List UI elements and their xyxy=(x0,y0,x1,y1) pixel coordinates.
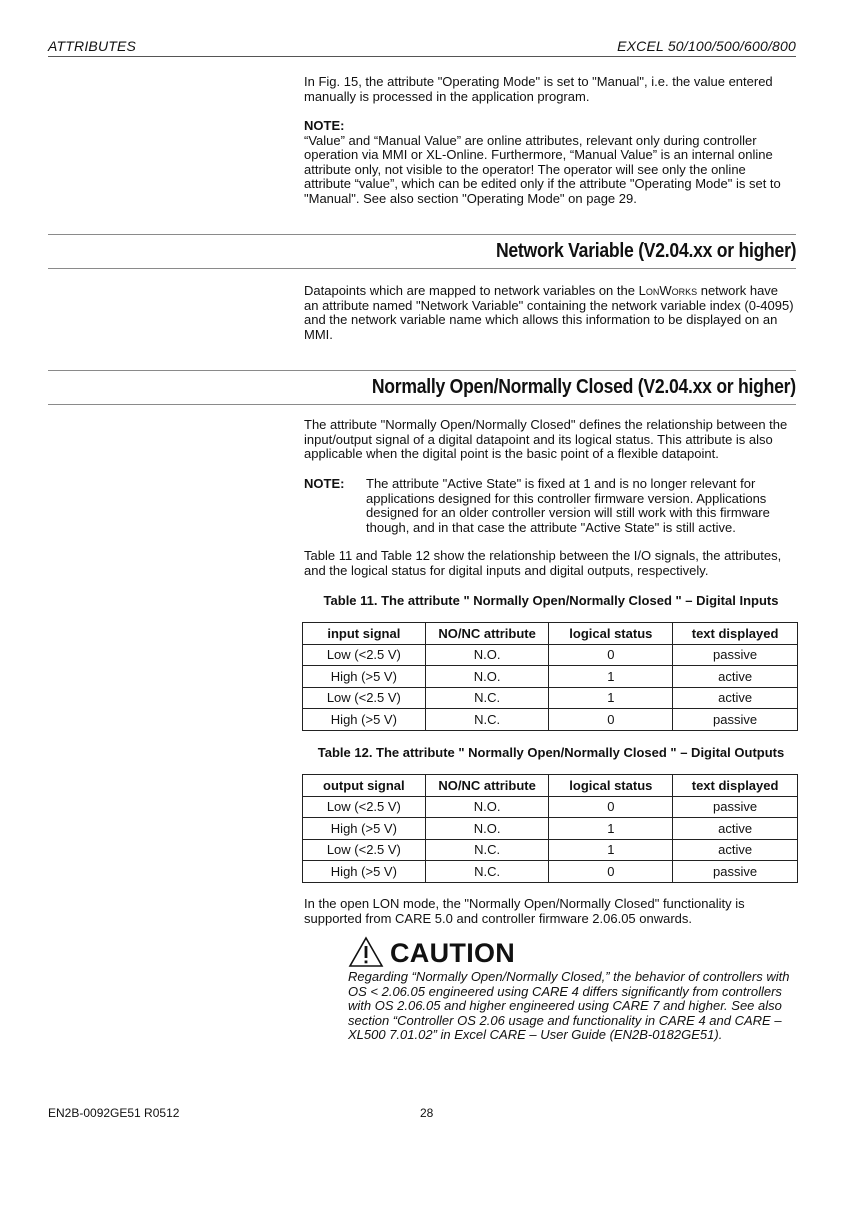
intro-paragraph: In Fig. 15, the attribute "Operating Mode" is set to "Manual", i.e. the value entered manually is processed in the application program. xyxy=(304,74,773,104)
caution-box xyxy=(348,936,794,1043)
warning-triangle-icon xyxy=(348,936,384,968)
note-text: “Value” and “Manual Value” are online attributes, relevant only during controller operation via MMI or XL-Online. Furthermore, “Manual Value” is an internal online attribute only, not visible to the operator! The operator will see only the online attribute “value”, which can be edited only if the attribute "Operating Mode" is set to "Manual". See also section "Operating Mode" on page 29. xyxy=(304,132,781,206)
table-cell: 1 xyxy=(549,666,673,688)
table-header-row xyxy=(303,623,798,645)
table11-digital-inputs xyxy=(302,622,798,731)
note-label: NOTE: xyxy=(304,476,345,491)
table11-caption: Table 11. The attribute " Normally Open/Normally Closed " – Digital Inputs xyxy=(323,593,779,608)
table-row xyxy=(303,687,798,709)
column-header: NO/NC attribute xyxy=(425,775,549,797)
section-title-normally-open-closed: Normally Open/Normally Closed (V2.04.xx or higher) xyxy=(372,376,796,398)
lon-mode-paragraph: In the open LON mode, the "Normally Open/Normally Closed" functionality is supported from CARE 5.0 and controller firmware 2.06.05 onwards. xyxy=(304,896,745,926)
table-cell: High (>5 V) xyxy=(303,818,426,840)
table-cell: 1 xyxy=(549,818,673,840)
column-header: input signal xyxy=(303,623,426,645)
table-cell: 0 xyxy=(549,644,673,666)
table-cell: N.O. xyxy=(425,796,549,818)
table-cell: N.O. xyxy=(425,666,549,688)
table-cell: High (>5 V) xyxy=(303,666,426,688)
table-row xyxy=(303,839,798,861)
table-cell: 1 xyxy=(549,687,673,709)
table-cell: passive xyxy=(673,861,798,883)
column-header: output signal xyxy=(303,775,426,797)
table-cell: 0 xyxy=(549,796,673,818)
section-rule-bottom xyxy=(48,404,796,405)
table-cell: active xyxy=(673,818,798,840)
table-cell: passive xyxy=(673,709,798,731)
note-text: The attribute "Active State" is fixed at 1 and is no longer relevant for applications designed for this controller firmware version. Applications designed for an older controller version will still work with this firmware though, and in that case the attribute "Active State" is still active. xyxy=(366,476,770,535)
footer-page-number: 28 xyxy=(420,1106,434,1120)
table-cell: Low (<2.5 V) xyxy=(303,687,426,709)
network-variable-paragraph: Datapoints which are mapped to network variables on the LonWorks network have an attribute named "Network Variable" containing the network variable index (0-4095) and the network variable name which allows this information to be displayed on an MMI. xyxy=(304,283,794,342)
column-header: text displayed xyxy=(673,623,798,645)
table-cell: 1 xyxy=(549,839,673,861)
header-section-name: ATTRIBUTES xyxy=(48,38,137,54)
section-rule-bottom xyxy=(48,268,796,269)
table-header-row xyxy=(303,775,798,797)
column-header: logical status xyxy=(549,775,673,797)
table12-caption: Table 12. The attribute " Normally Open/Normally Closed " – Digital Outputs xyxy=(317,745,785,760)
table-cell: N.C. xyxy=(425,709,549,731)
column-header: NO/NC attribute xyxy=(425,623,549,645)
table-cell: High (>5 V) xyxy=(303,861,426,883)
section-rule-top xyxy=(48,234,796,235)
table-cell: Low (<2.5 V) xyxy=(303,644,426,666)
table-cell: N.C. xyxy=(425,839,549,861)
section-title-network-variable: Network Variable (V2.04.xx or higher) xyxy=(495,240,796,262)
table-cell: N.C. xyxy=(425,687,549,709)
column-header: logical status xyxy=(549,623,673,645)
table-row xyxy=(303,709,798,731)
caution-text: Regarding “Normally Open/Normally Closed,” the behavior of controllers with OS < 2.06.05 engineered using CARE 4 differs significantly from controllers with OS 2.06.05 and higher engineered using CARE 7 and higher. See also section “Controller OS 2.06 usage and functionality in CARE 4 and CARE – XL500 7.01.02” in Excel CARE – User Guide (EN2B-0182GE51). xyxy=(348,969,790,1043)
table-row xyxy=(303,644,798,666)
table-cell: active xyxy=(673,839,798,861)
table-cell: N.O. xyxy=(425,818,549,840)
nonc-note xyxy=(304,477,794,535)
table-row xyxy=(303,666,798,688)
intro-note xyxy=(304,119,794,207)
table-cell: 0 xyxy=(549,709,673,731)
table-cell: active xyxy=(673,666,798,688)
table-row xyxy=(303,796,798,818)
table-cell: passive xyxy=(673,796,798,818)
header-product-name: EXCEL 50/100/500/600/800 xyxy=(617,38,796,54)
table-cell: Low (<2.5 V) xyxy=(303,796,426,818)
table-cell: Low (<2.5 V) xyxy=(303,839,426,861)
table12-digital-outputs xyxy=(302,774,798,883)
caution-heading xyxy=(348,936,794,970)
note-label: NOTE: xyxy=(304,118,345,133)
table-cell: High (>5 V) xyxy=(303,709,426,731)
tables-intro-paragraph: Table 11 and Table 12 show the relationship between the I/O signals, the attributes, and the logical status for digital inputs and digital outputs, respectively. xyxy=(304,548,782,578)
lonworks-term: LonWorks xyxy=(638,283,698,298)
nonc-paragraph: The attribute "Normally Open/Normally Closed" defines the relationship between the input/output signal of a digital datapoint and its logical status. This attribute is also applicable when the digital point is the basic point of a flexible datapoint. xyxy=(304,417,788,462)
table-cell: active xyxy=(673,687,798,709)
section-rule-top xyxy=(48,370,796,371)
header-rule xyxy=(48,56,796,57)
footer-document-id: EN2B-0092GE51 R0512 xyxy=(48,1106,180,1120)
table-cell: 0 xyxy=(549,861,673,883)
table-cell: N.C. xyxy=(425,861,549,883)
table-cell: N.O. xyxy=(425,644,549,666)
table-cell: passive xyxy=(673,644,798,666)
column-header: text displayed xyxy=(673,775,798,797)
table-row xyxy=(303,818,798,840)
table-row xyxy=(303,861,798,883)
page-header xyxy=(48,38,796,56)
caution-title: CAUTION xyxy=(390,938,516,968)
